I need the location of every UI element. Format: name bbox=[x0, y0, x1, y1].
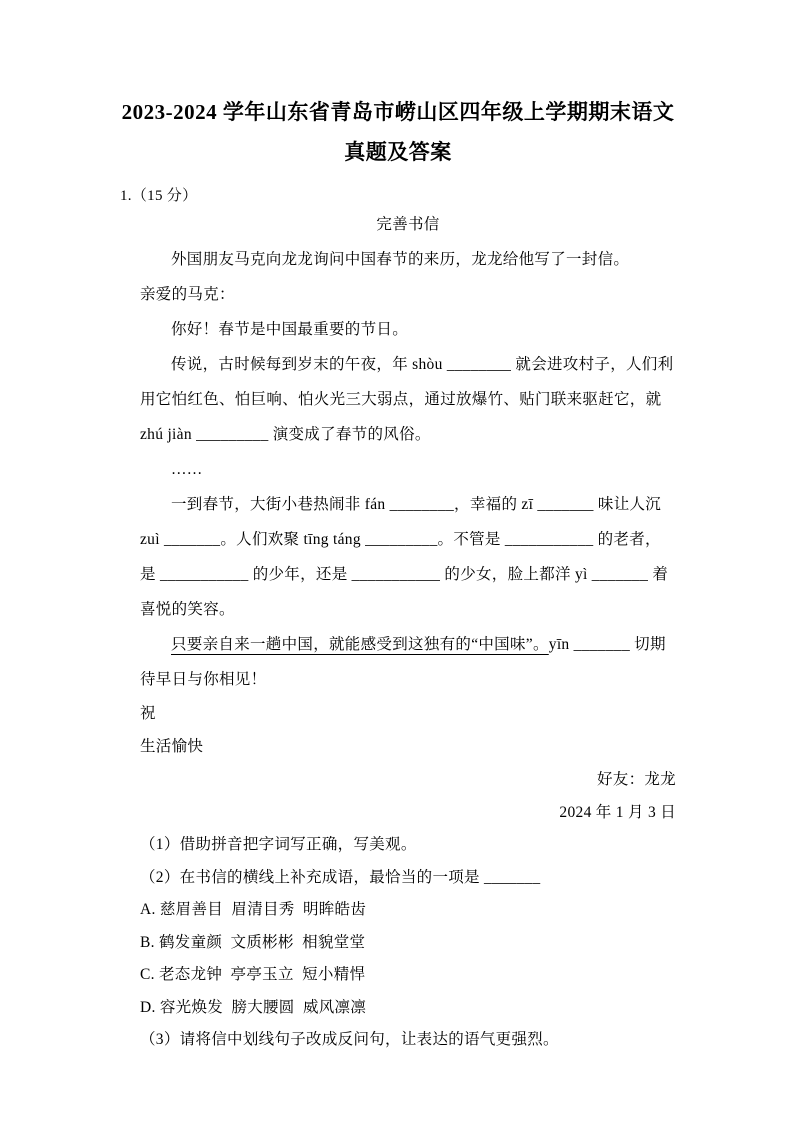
invite-rest: yīn _______ 切期待早日与你相见！ bbox=[140, 636, 666, 688]
underlined-sentence: 只要亲自来一趟中国，就能感受到这独有的“中国味”。 bbox=[171, 636, 549, 653]
signature: 好友：龙龙 bbox=[596, 771, 676, 788]
option-a: A. 慈眉善目 眉清目秀 明眸皓齿 bbox=[140, 901, 367, 918]
letter-paragraph-invite bbox=[140, 627, 676, 697]
option-b: B. 鹤发童颜 文质彬彬 相貌堂堂 bbox=[140, 933, 366, 951]
title-line-2: 真题及答案 bbox=[344, 140, 452, 164]
option-c: C. 老态龙钟 亭亭玉立 短小精悍 bbox=[140, 966, 366, 983]
question-content bbox=[140, 207, 676, 1057]
closing-wish-word: 祝 bbox=[140, 705, 156, 722]
letter-heading: 完善书信 bbox=[376, 216, 440, 233]
page-title bbox=[120, 92, 676, 172]
question-number: 1.（15 分） bbox=[120, 188, 198, 204]
letter-paragraph-legend: 传说，古时候每到岁末的午夜，年 shòu ________ 就会进攻村子，人们利用它怕红色、怕巨响、怕火光三大弱点，通过放爆竹、贴门联来驱赶它，就 zhú jiàn _________ 演变成了春节的风俗。 bbox=[140, 356, 674, 443]
letter-intro: 外国朋友马克向龙龙询问中国春节的来历，龙龙给他写了一封信。 bbox=[171, 251, 630, 268]
sub-question-1: （1）借助拼音把字词写正确，写美观。 bbox=[140, 836, 417, 853]
letter-date: 2024 年 1 月 3 日 bbox=[559, 804, 676, 821]
letter-paragraph-festival: 一到春节，大街小巷热闹非 fán ________，幸福的 zī _______ 味让人沉 zuì _______。人们欢聚 tīng táng _________。不管是 ___________ 的老者，是 ___________ 的少年，还是 ___________ 的少女，脸上都洋 yì _______ 着喜悦的笑容。 bbox=[140, 496, 669, 618]
letter-salutation: 亲爱的马克： bbox=[140, 286, 235, 303]
letter-body bbox=[140, 207, 676, 697]
letter-closing bbox=[140, 697, 676, 829]
title-line-1: 2023-2024 学年山东省青岛市崂山区四年级上学期期末语文 bbox=[121, 100, 675, 124]
letter-ellipsis: …… bbox=[171, 461, 203, 478]
closing-wish-content: 生活愉快 bbox=[140, 738, 204, 755]
sub-question-2: （2）在书信的横线上补充成语，最恰当的一项是 _______ bbox=[140, 868, 541, 886]
letter-greeting: 你好！春节是中国最重要的节日。 bbox=[171, 321, 409, 338]
option-d: D. 容光焕发 膀大腰圆 威风凛凛 bbox=[140, 998, 367, 1016]
sub-question-3: （3）请将信中划线句子改成反问句，让表达的语气更强烈。 bbox=[140, 1031, 559, 1048]
sub-questions bbox=[140, 829, 676, 1057]
